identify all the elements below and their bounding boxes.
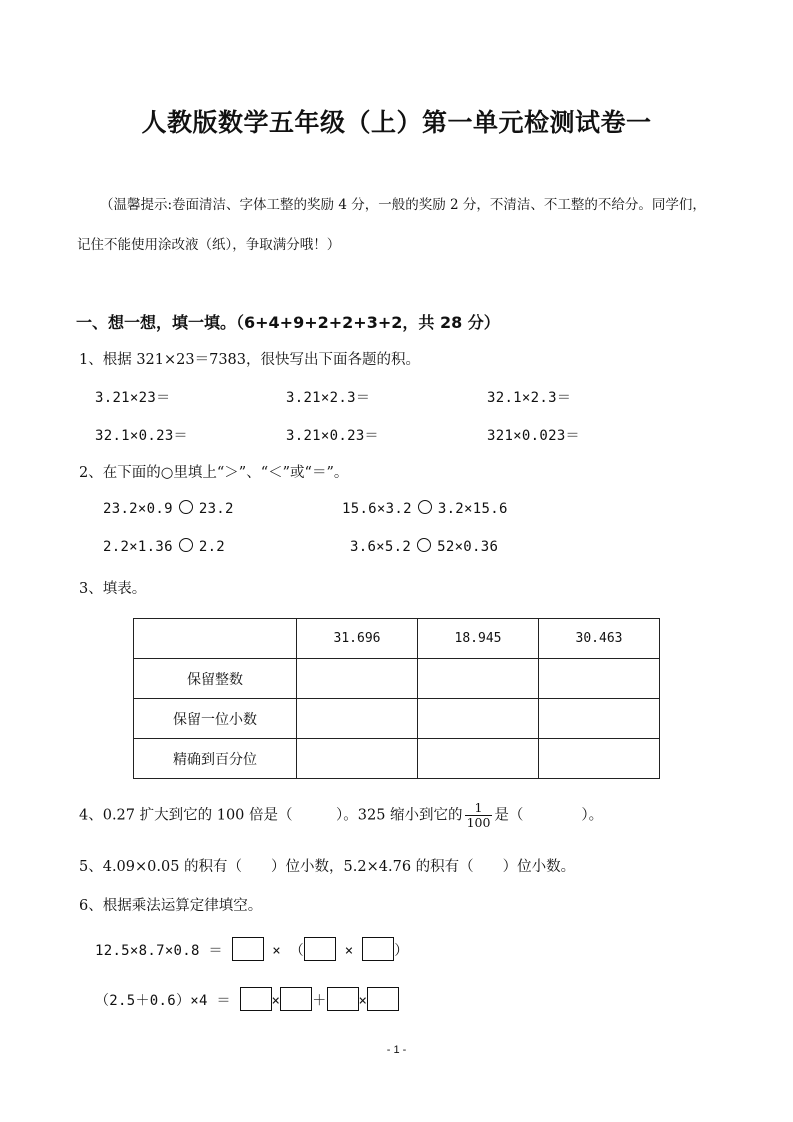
q2-right-expr: 2.2: [198, 539, 226, 555]
answer-box[interactable]: [362, 937, 394, 961]
q2-left-expr: 23.2×0.9: [103, 501, 173, 517]
close-paren: ）: [394, 943, 409, 959]
answer-circle[interactable]: [417, 538, 431, 552]
table-header-cell: 31.696: [297, 619, 418, 659]
question-4: [79, 801, 603, 830]
q2-left-expr: 15.6×3.2: [342, 501, 412, 517]
q6-line-1-prefix: 12.5×8.7×0.8 ＝: [95, 943, 223, 959]
q6-line-2-prefix: （2.5＋0.6）×4 ＝: [95, 993, 231, 1009]
fraction: [465, 801, 493, 830]
table-row: [134, 659, 660, 699]
question-4-part-1: 4、0.27 扩大到它的 100 倍是（ ）。325 缩小到它的: [79, 807, 463, 824]
times-sign: ×: [358, 993, 368, 1009]
plus-sign: ＋: [312, 993, 327, 1009]
q2-left-expr: 2.2×1.36: [103, 539, 173, 555]
answer-cell[interactable]: [418, 699, 539, 739]
times-sign: ×: [272, 943, 281, 959]
page-title: 人教版数学五年级（上）第一单元检测试卷一: [141, 108, 652, 137]
table-header-row: [134, 619, 660, 659]
row-label: 保留整数: [134, 659, 297, 699]
q1-item: 3.21×2.3＝: [286, 390, 371, 406]
answer-box[interactable]: [280, 987, 312, 1011]
q1-item: 3.21×0.23＝: [286, 428, 379, 444]
answer-cell[interactable]: [539, 699, 660, 739]
answer-cell[interactable]: [297, 659, 418, 699]
q2-right-expr: 52×0.36: [437, 539, 499, 555]
notice-line-2: 记住不能使用涂改液（纸），争取满分哦！）: [77, 237, 341, 253]
section-1-heading: 一、想一想，填一填。（6+4+9+2+2+3+2，共 28 分）: [76, 313, 500, 332]
question-6-text: 6、根据乘法运算定律填空。: [79, 898, 263, 914]
table-header-cell: 18.945: [418, 619, 539, 659]
table-header-cell: [134, 619, 297, 659]
rounding-table: [133, 618, 660, 779]
answer-cell[interactable]: [418, 739, 539, 779]
answer-cell[interactable]: [297, 699, 418, 739]
answer-circle[interactable]: [179, 538, 193, 552]
answer-box[interactable]: [232, 937, 264, 961]
fraction-denominator: 100: [466, 815, 491, 830]
q1-item: 321×0.023＝: [487, 428, 580, 444]
page-number: - 1 -: [386, 1044, 407, 1056]
open-paren: （: [289, 943, 305, 959]
q2-comparison: [342, 500, 508, 517]
question-2-text: 2、在下面的○里填上“＞”、“＜”或“＝”。: [79, 465, 349, 481]
q2-left-expr: 3.6×5.2: [350, 539, 412, 555]
answer-cell[interactable]: [297, 739, 418, 779]
q1-item: 32.1×0.23＝: [95, 428, 188, 444]
row-label: 保留一位小数: [134, 699, 297, 739]
q2-comparison: [103, 538, 225, 555]
table-header-cell: 30.463: [539, 619, 660, 659]
q2-right-expr: 23.2: [198, 501, 234, 517]
q1-item: 32.1×2.3＝: [487, 390, 572, 406]
row-label: 精确到百分位: [134, 739, 297, 779]
q6-line-1: [95, 937, 409, 961]
q2-comparison: [103, 500, 234, 517]
fraction-numerator: 1: [465, 801, 493, 816]
table-row: [134, 739, 660, 779]
table-row: [134, 699, 660, 739]
question-4-part-2: 是（ ）。: [494, 807, 604, 824]
q6-line-2: [95, 987, 399, 1011]
answer-box[interactable]: [304, 937, 336, 961]
answer-box[interactable]: [367, 987, 399, 1011]
q2-right-expr: 3.2×15.6: [437, 501, 508, 517]
answer-cell[interactable]: [418, 659, 539, 699]
times-sign: ×: [271, 993, 281, 1009]
answer-circle[interactable]: [418, 500, 432, 514]
q1-item: 3.21×23＝: [95, 390, 171, 406]
answer-box[interactable]: [240, 987, 272, 1011]
answer-box[interactable]: [327, 987, 359, 1011]
answer-circle[interactable]: [179, 500, 193, 514]
answer-cell[interactable]: [539, 659, 660, 699]
q2-comparison: [350, 538, 498, 555]
notice-line-1: （温馨提示:卷面清洁、字体工整的奖励 4 分，一般的奖励 2 分，不清洁、不工整的不给分。同学们，: [100, 197, 706, 213]
question-1-text: 1、根据 321×23＝7383，很快写出下面各题的积。: [79, 352, 421, 368]
answer-cell[interactable]: [539, 739, 660, 779]
question-3-text: 3、填表。: [79, 581, 147, 597]
question-5-text: 5、4.09×0.05 的积有（ ）位小数，5.2×4.76 的积有（ ）位小数。: [79, 859, 576, 875]
times-sign: ×: [344, 943, 354, 959]
